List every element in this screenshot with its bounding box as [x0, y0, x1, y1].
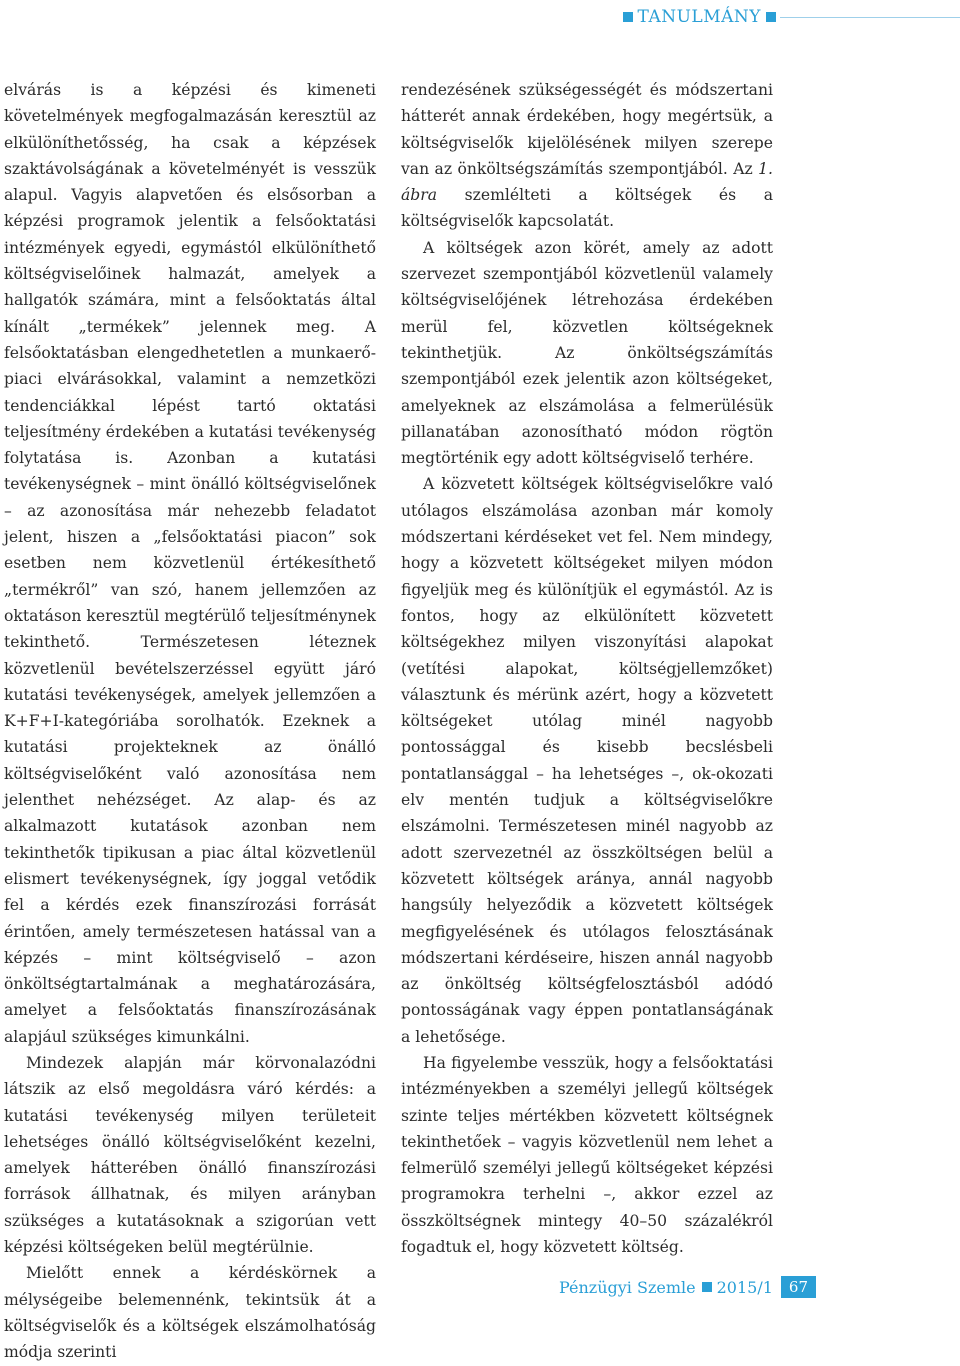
header-square-right [766, 12, 776, 22]
section-header [623, 4, 960, 30]
footer-square [702, 1282, 712, 1292]
header-rule [780, 17, 960, 18]
right-paragraph-2: A költségek azon körét, amely az adott szervezet szempontjából közvetlenül valamely költségviselőjének létrehozása érdekében merül fel, közvetlen költségeknek tekinthetjük. Az önköltségszámítás szempontjából ezek jelentik azon költségeket, amelyeknek az elszámolása a felmerülésük pillanatában azonosítható módon rögtön megtörténik egy adott költségviselő terhére. [401, 238, 773, 468]
left-paragraph-1: elvárás is a képzési és kimeneti követelmények megfogalmazásán keresztül az elkülöníthetősség, ha csak a képzések szaktávolságának a követelményét is vesszük alapul. Vagyis alapvetően és elsősorban a képzési programok jelentik a felsőoktatási intézmények egyedi, egymástól elkülöníthető költségviselőinek halmazát, amelyek a hallgatók számára, mint a felsőoktatás által kínált „termékek” jelennek meg. A felsőoktatásban elengedhetetlen a munkaerő-piaci elvárásokkal, valamint a nemzetközi tendenciákkal lépést tartó oktatási teljesítmény érdekében a kutatási tevékenység folytatása is. Azonban a kutatási tevékenységnek – mint önálló költségviselőnek – az azonosítása már nehezebb feladatot jelent, hiszen a „felsőoktatási piacon” sok esetben nem közvetlenül értékesíthető „termékről” van szó, hanem jellemzően az oktatáson keresztül megtérülő teljesítménynek tekinthető. Természetesen léteznek közvetlenül bevételszerzéssel együtt járó kutatási tevékenységek, amelyek jellemzően a K+F+I-kategóriába sorolhatók. Ezeknek a kutatási projekteknek az önálló költségviselőként való azonosítása nem jelenthet nehézséget. Az alap- és az alkalmazott kutatások azonban nem tekinthetők tipikusan a piac által közvetlenül elismert tevékenységnek, így joggal vetődik fel a kérdés ezek finanszírozási forrását érintően, amely természetesen hatással van a képzés – mint költségviselő – azon önköltségtartalmának a meghatározására, amelyet a felsőoktatás finanszírozásának alapjául szükséges kimunkálni. [4, 81, 376, 1046]
figure-reference: 1. ábra [401, 159, 773, 205]
left-paragraph-2: Mindezek alapján már körvonalazódni látszik az első megoldásra váró kérdés: a kutatási tevékenység milyen területeit lehetséges önálló költségviselőként kezelni, amelyek hátterében önálló finanszírozási források állhatnak, és milyen arányban szükséges a kutatásoknak a szigorúan vett képzési költségeken belül megtérülnie. [4, 1053, 376, 1257]
right-paragraph-4: Ha figyelembe vesszük, hogy a felsőoktatási intézményekben a személyi jellegű költségek szinte teljes mértékben közvetett költségnek tekinthetőek – vagyis közvetlenül nem lehet a felmerülő személyi jellegű költségeket képzési programokra terhelni –, akkor ezzel az összköltségnek mintegy 40–50 százalékról fogadtuk el, hogy közvetett költség. [401, 1053, 773, 1257]
issue-number: 2015/1 [716, 1277, 773, 1297]
right-p1-text-before: rendezésének szükségességét és módszertani hátterét annak érdekében, hogy megértsük, a költségviselők kijelölésének milyen szerepe van az önköltségszámítás szempontjából. Az [401, 81, 773, 178]
page-number: 67 [781, 1276, 816, 1298]
right-paragraph-3: A közvetett költségek költségviselőkre való utólagos elszámolása azonban már komoly módszertani kérdéseket vet fel. Nem mindegy, hogy a közvetett költségeket milyen módon figyeljük meg és különítjük el egymástól. Az is fontos, hogy az elkülönített közvetett költségekhez milyen viszonyítási alapokat (vetítési alapokat, költségjellemzőket) választunk és mérünk azért, hogy a közvetett költségeket utólag minél nagyobb pontossággal és kisebb becslésbeli pontatlansággal – ha lehetséges –, ok-okozati elv mentén tudjuk a költségviselőkre elszámolni. Természetesen minél nagyobb az adott szervezetnél az összköltségen belül a közvetett költségek aránya, annál nagyobb hangsúly helyeződik a közvetett költségek megfigyelésének és utólagos felosztásának módszertani kérdéseire, hiszen annál nagyobb az önköltség költségfelosztásból adódó pontosságának vagy éppen pontatlanságának a lehetősége. [401, 475, 773, 1046]
right-column [401, 77, 773, 1260]
right-paragraph-1 [401, 77, 773, 235]
section-label: TANULMÁNY [637, 7, 761, 27]
header-square-left [623, 12, 633, 22]
page-footer [559, 1276, 816, 1298]
left-column [4, 77, 376, 1366]
left-paragraph-3: Mielőtt ennek a kérdéskörnek a mélységeibe belemennénk, tekintsük át a költségviselők és a költségek elszámolhatóság módja szerinti [4, 1264, 376, 1362]
right-p1-text-after: szemlélteti a költségek és a költségviselők kapcsolatát. [401, 186, 773, 231]
magazine-name: Pénzügyi Szemle [558, 1277, 696, 1297]
